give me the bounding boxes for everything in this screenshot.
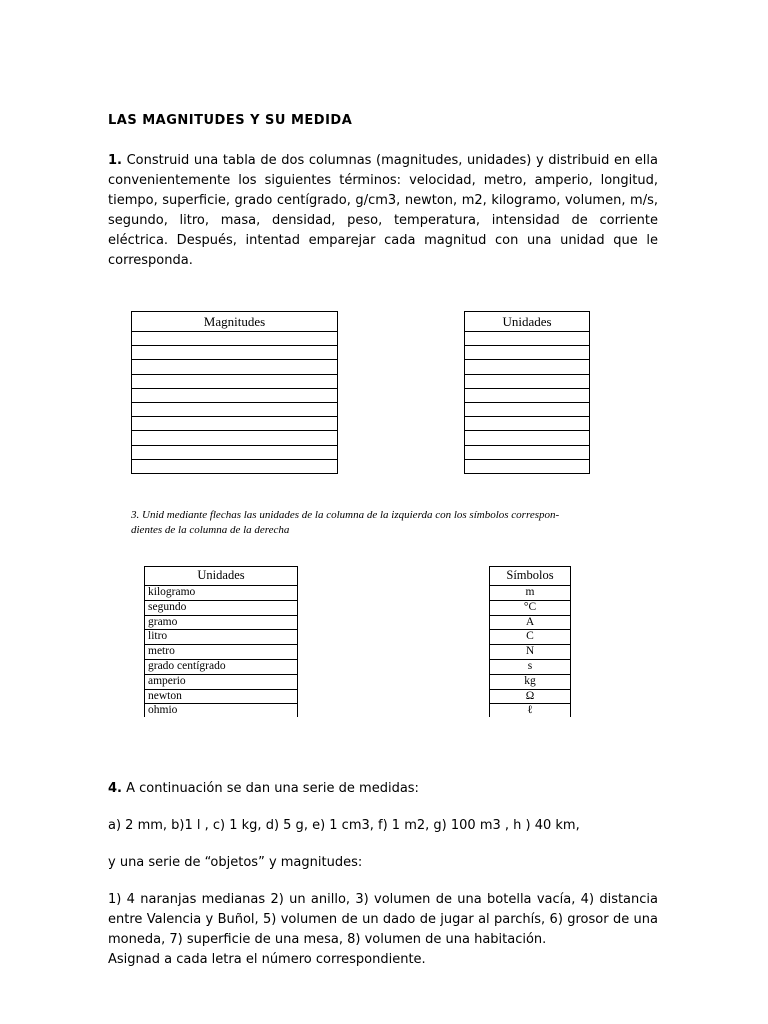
magnitudes-empty-row	[132, 388, 338, 402]
symbol-cell: N	[490, 645, 571, 660]
question-4-intro: A continuación se dan una serie de medidas:	[126, 781, 419, 796]
symbol-row	[490, 630, 571, 645]
unidades-empty-row-cell	[465, 459, 590, 473]
magnitudes-empty-row-cell	[132, 417, 338, 431]
page-title: LAS MAGNITUDES Y SU MEDIDA	[108, 113, 353, 128]
unidades-empty-row-cell	[465, 360, 590, 374]
magnitudes-empty-row-cell	[132, 445, 338, 459]
unit-row	[145, 674, 298, 689]
symbol-cell: A	[490, 615, 571, 630]
unidades-empty-row	[465, 388, 590, 402]
magnitudes-empty-row-cell	[132, 459, 338, 473]
unidades-empty-row	[465, 346, 590, 360]
magnitudes-empty-row-cell	[132, 402, 338, 416]
question-4-measures: a) 2 mm, b)1 l , c) 1 kg, d) 5 g, e) 1 cm3, f) 1 m2, g) 100 m3 , h ) 40 km,	[108, 818, 580, 833]
magnitudes-table-header: Magnitudes	[132, 312, 338, 332]
unit-row	[145, 615, 298, 630]
magnitudes-empty-row	[132, 374, 338, 388]
unit-cell: kilogramo	[145, 586, 298, 601]
unidades-empty-row-cell	[465, 417, 590, 431]
question-1-number: 1.	[108, 153, 122, 168]
symbol-cell: s	[490, 659, 571, 674]
unidades-empty-row-cell	[465, 374, 590, 388]
magnitudes-empty-row	[132, 431, 338, 445]
question-4-objects-intro: y una serie de “objetos” y magnitudes:	[108, 855, 363, 870]
symbol-row	[490, 615, 571, 630]
unidades-table	[464, 311, 590, 474]
question-4-objects: 1) 4 naranjas medianas 2) un anillo, 3) volumen de una botella vacía, 4) distancia entre Valencia y Buñol, 5) volumen de un dado de jugar al parchís, 6) grosor de una moneda, 7) superficie de una mesa, 8) volumen de una habitación.	[108, 892, 658, 947]
unit-cell: ohmio	[145, 704, 298, 719]
symbol-row	[490, 645, 571, 660]
unidades-empty-row-cell	[465, 431, 590, 445]
symbol-cell: Ω	[490, 689, 571, 704]
question-4-number: 4.	[108, 781, 122, 796]
unidades-empty-row	[465, 402, 590, 416]
unidades-empty-row	[465, 360, 590, 374]
unit-cell: amperio	[145, 674, 298, 689]
magnitudes-empty-row	[132, 402, 338, 416]
unit-cell: gramo	[145, 615, 298, 630]
unit-row	[145, 645, 298, 660]
unit-cell: litro	[145, 630, 298, 645]
unidades-empty-row	[465, 431, 590, 445]
unidades-empty-row	[465, 417, 590, 431]
symbol-row	[490, 659, 571, 674]
unit-row	[145, 689, 298, 704]
unit-row	[145, 600, 298, 615]
symbol-row	[490, 600, 571, 615]
unit-cell: newton	[145, 689, 298, 704]
unidades-empty-row-cell	[465, 332, 590, 346]
magnitudes-empty-row	[132, 346, 338, 360]
symbol-row	[490, 674, 571, 689]
question-4-instruction: Asignad a cada letra el número correspondiente.	[108, 952, 426, 967]
question-1	[108, 151, 658, 271]
magnitudes-table	[131, 311, 338, 474]
magnitudes-empty-row-cell	[132, 360, 338, 374]
magnitudes-empty-row	[132, 417, 338, 431]
unit-cell: metro	[145, 645, 298, 660]
magnitudes-empty-row-cell	[132, 332, 338, 346]
magnitudes-empty-row-cell	[132, 346, 338, 360]
symbols-table-header: Símbolos	[490, 567, 571, 586]
question-3-line-1: 3. Unid mediante flechas las unidades de la columna de la izquierda con los símbolos correspon-	[131, 509, 560, 521]
unit-row	[145, 586, 298, 601]
unidades-empty-row-cell	[465, 402, 590, 416]
symbol-cell: m	[490, 586, 571, 601]
question-4	[108, 779, 658, 970]
unidades-empty-row	[465, 459, 590, 473]
units-list-table	[144, 566, 298, 719]
question-3-line-2: dientes de la columna de la derecha	[131, 524, 290, 536]
unit-cell: segundo	[145, 600, 298, 615]
symbol-row	[490, 689, 571, 704]
magnitudes-empty-row	[132, 360, 338, 374]
unidades-table-header: Unidades	[465, 312, 590, 332]
unit-row	[145, 659, 298, 674]
symbol-cell: kg	[490, 674, 571, 689]
symbol-row	[490, 586, 571, 601]
magnitudes-empty-row-cell	[132, 374, 338, 388]
question-3	[131, 508, 601, 538]
symbols-table	[489, 566, 571, 719]
magnitudes-empty-row-cell	[132, 431, 338, 445]
units-list-header: Unidades	[145, 567, 298, 586]
unidades-empty-row-cell	[465, 445, 590, 459]
unidades-empty-row	[465, 374, 590, 388]
symbol-cell: C	[490, 630, 571, 645]
unit-row	[145, 630, 298, 645]
question-4-intro-line	[108, 779, 658, 799]
unidades-empty-row	[465, 332, 590, 346]
unidades-empty-row-cell	[465, 346, 590, 360]
magnitudes-empty-row-cell	[132, 388, 338, 402]
magnitudes-empty-row	[132, 332, 338, 346]
unit-cell: grado centígrado	[145, 659, 298, 674]
symbol-cell: °C	[490, 600, 571, 615]
magnitudes-empty-row	[132, 445, 338, 459]
unidades-empty-row-cell	[465, 388, 590, 402]
unidades-empty-row	[465, 445, 590, 459]
magnitudes-empty-row	[132, 459, 338, 473]
cropped-area	[140, 717, 580, 729]
symbol-cell: ℓ	[490, 704, 571, 719]
question-1-text: Construid una tabla de dos columnas (magnitudes, unidades) y distribuid en ella convenientemente los siguientes términos: velocidad, metro, amperio, longitud, tiempo, superficie, grado centígrado, g/cm3, newton, m2, kilogramo, volumen, m/s, segundo, litro, masa, densidad, peso, temperatura, intensidad de corriente eléctrica. Después, intentad emparejar cada magnitud con una unidad que le corresponda.	[108, 153, 658, 268]
